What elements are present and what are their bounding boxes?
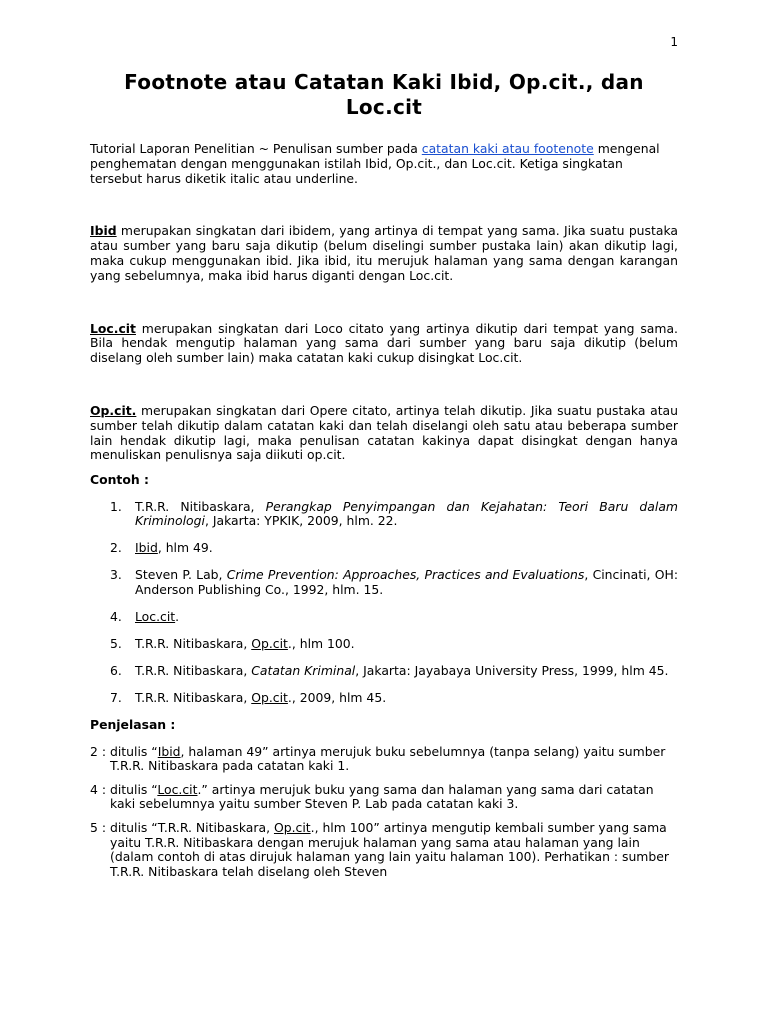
ref-title: Crime Prevention: Approaches, Practices and Evaluations bbox=[226, 567, 585, 583]
ref-author: T.R.R. Nitibaskara, bbox=[135, 498, 266, 514]
penjelasan-heading: Penjelasan : bbox=[90, 716, 176, 732]
list-number: 2. bbox=[110, 540, 122, 556]
reference-list bbox=[90, 500, 678, 705]
intro-text-end: mengenal penghematan dengan menggunakan istilah Ibid, Op.cit., dan Loc.cit. Ketiga singkatan tersebut harus diketik italic atau underline. bbox=[90, 141, 660, 186]
ref-abbrev: Loc.cit bbox=[135, 608, 176, 624]
exp-text-start: ditulis “T.R.R. Nitibaskara, bbox=[110, 819, 274, 835]
footnote-link[interactable]: catatan kaki atau footenote bbox=[421, 141, 594, 156]
exp-abbrev: Loc.cit bbox=[157, 781, 198, 797]
exp-text-start: ditulis “ bbox=[110, 781, 158, 797]
intro-text-start: Tutorial Laporan Penelitian ~ Penulisan sumber pada bbox=[90, 141, 422, 156]
page-title: Footnote atau Catatan Kaki Ibid, Op.cit., dan Loc.cit bbox=[124, 70, 644, 119]
list-item bbox=[90, 610, 678, 624]
ref-detail: , Cincinati, OH: Anderson Publishing Co., 1992, hlm. 15. bbox=[135, 567, 678, 597]
list-item bbox=[90, 541, 678, 555]
list-number: 6. bbox=[110, 662, 122, 678]
ref-detail: , Jakarta: Jayabaya University Press, 1999, hlm 45. bbox=[355, 662, 669, 678]
list-number: 4 : bbox=[90, 781, 106, 797]
ref-title: Catatan Kriminal bbox=[251, 662, 356, 678]
list-number: 1. bbox=[110, 498, 122, 514]
exp-abbrev: Op.cit bbox=[273, 819, 311, 835]
list-item bbox=[90, 745, 678, 774]
loccit-term: Loc.cit bbox=[90, 320, 136, 336]
list-number: 4. bbox=[110, 608, 122, 624]
ref-detail: , hlm 49. bbox=[157, 540, 213, 556]
exp-text-end: ., hlm 100” artinya mengutip kembali sumber yang sama yaitu T.R.R. Nitibaskara dengan merujuk halaman yang sama atau halaman yang lain (dalam contoh di atas dirujuk halaman yang lain yaitu halaman 100). Perhatikan : sumber T.R.R. Nitibaskara telah diselang oleh Steven bbox=[110, 819, 669, 879]
loccit-paragraph bbox=[90, 322, 678, 366]
list-item bbox=[90, 568, 678, 597]
explanation-list bbox=[90, 745, 678, 880]
ibid-term: Ibid bbox=[90, 223, 117, 239]
exp-text-end: , halaman 49” artinya merujuk buku sebelumnya (tanpa selang) yaitu sumber T.R.R. Nitibaskara pada catatan kaki 1. bbox=[110, 743, 666, 774]
ibid-paragraph bbox=[90, 224, 678, 283]
ref-abbrev: Ibid bbox=[135, 540, 158, 556]
ibid-text: merupakan singkatan dari ibidem, yang artinya di tempat yang sama. Jika suatu pustaka atau sumber yang baru saja dikutip (belum diselingi sumber pustaka lain) akan dikutip lagi, maka cukup menggunakan ibid. Jika ibid, itu merujuk halaman yang sama dengan karangan yang sebelumnya, maka ibid harus diganti dengan Loc.cit. bbox=[90, 223, 678, 283]
list-number: 2 : bbox=[90, 743, 106, 759]
opcit-term: Op.cit. bbox=[90, 402, 137, 418]
list-number: 5. bbox=[110, 635, 122, 651]
ref-abbrev: Op.cit bbox=[251, 635, 288, 651]
loccit-text: merupakan singkatan dari Loco citato yang artinya dikutip dari tempat yang sama. Bila hendak mengutip halaman yang sama dari sumber yang baru saja dikutip (belum diselang oleh sumber lain) maka catatan kaki cukup disingkat Loc.cit. bbox=[90, 320, 678, 366]
ref-author: Steven P. Lab, bbox=[135, 567, 227, 583]
exp-text-start: ditulis “ bbox=[110, 743, 158, 759]
page-number: 1 bbox=[670, 35, 678, 49]
list-item bbox=[90, 783, 678, 812]
exp-abbrev: Ibid bbox=[157, 743, 181, 759]
ref-abbrev: Op.cit bbox=[251, 689, 288, 705]
ref-title: Perangkap Penyimpangan dan Kejahatan: Teori Baru dalam Kriminologi bbox=[135, 498, 678, 529]
list-item bbox=[90, 821, 678, 879]
ref-author: T.R.R. Nitibaskara, bbox=[135, 662, 252, 678]
list-number: 3. bbox=[110, 567, 122, 583]
ref-detail: ., 2009, hlm 45. bbox=[287, 689, 387, 705]
exp-text-end: .” artinya merujuk buku yang sama dan halaman yang sama dari catatan kaki sebelumnya yaitu sumber Steven P. Lab pada catatan kaki 3. bbox=[110, 781, 654, 812]
ref-detail: . bbox=[175, 608, 180, 624]
list-item bbox=[90, 691, 678, 705]
intro-paragraph bbox=[90, 142, 678, 186]
ref-author: T.R.R. Nitibaskara, bbox=[135, 635, 252, 651]
list-item bbox=[90, 664, 678, 678]
opcit-paragraph bbox=[90, 404, 678, 463]
opcit-text: merupakan singkatan dari Opere citato, artinya telah dikutip. Jika suatu pustaka atau sumber telah dikutip dalam catatan kaki dan telah diselangi oleh satu atau beberapa sumber lain hendak dikutip lagi, maka penulisan catatan kakinya dapat disingkat dengan hanya menuliskan penulisnya saja diikuti op.cit. bbox=[90, 402, 678, 463]
list-number: 7. bbox=[110, 689, 122, 705]
list-item bbox=[90, 637, 678, 651]
list-item bbox=[90, 500, 678, 529]
ref-detail: , Jakarta: YPKIK, 2009, hlm. 22. bbox=[204, 513, 398, 529]
ref-detail: ., hlm 100. bbox=[287, 635, 355, 651]
ref-author: T.R.R. Nitibaskara, bbox=[135, 689, 252, 705]
contoh-heading: Contoh : bbox=[90, 472, 149, 488]
list-number: 5 : bbox=[90, 819, 106, 835]
